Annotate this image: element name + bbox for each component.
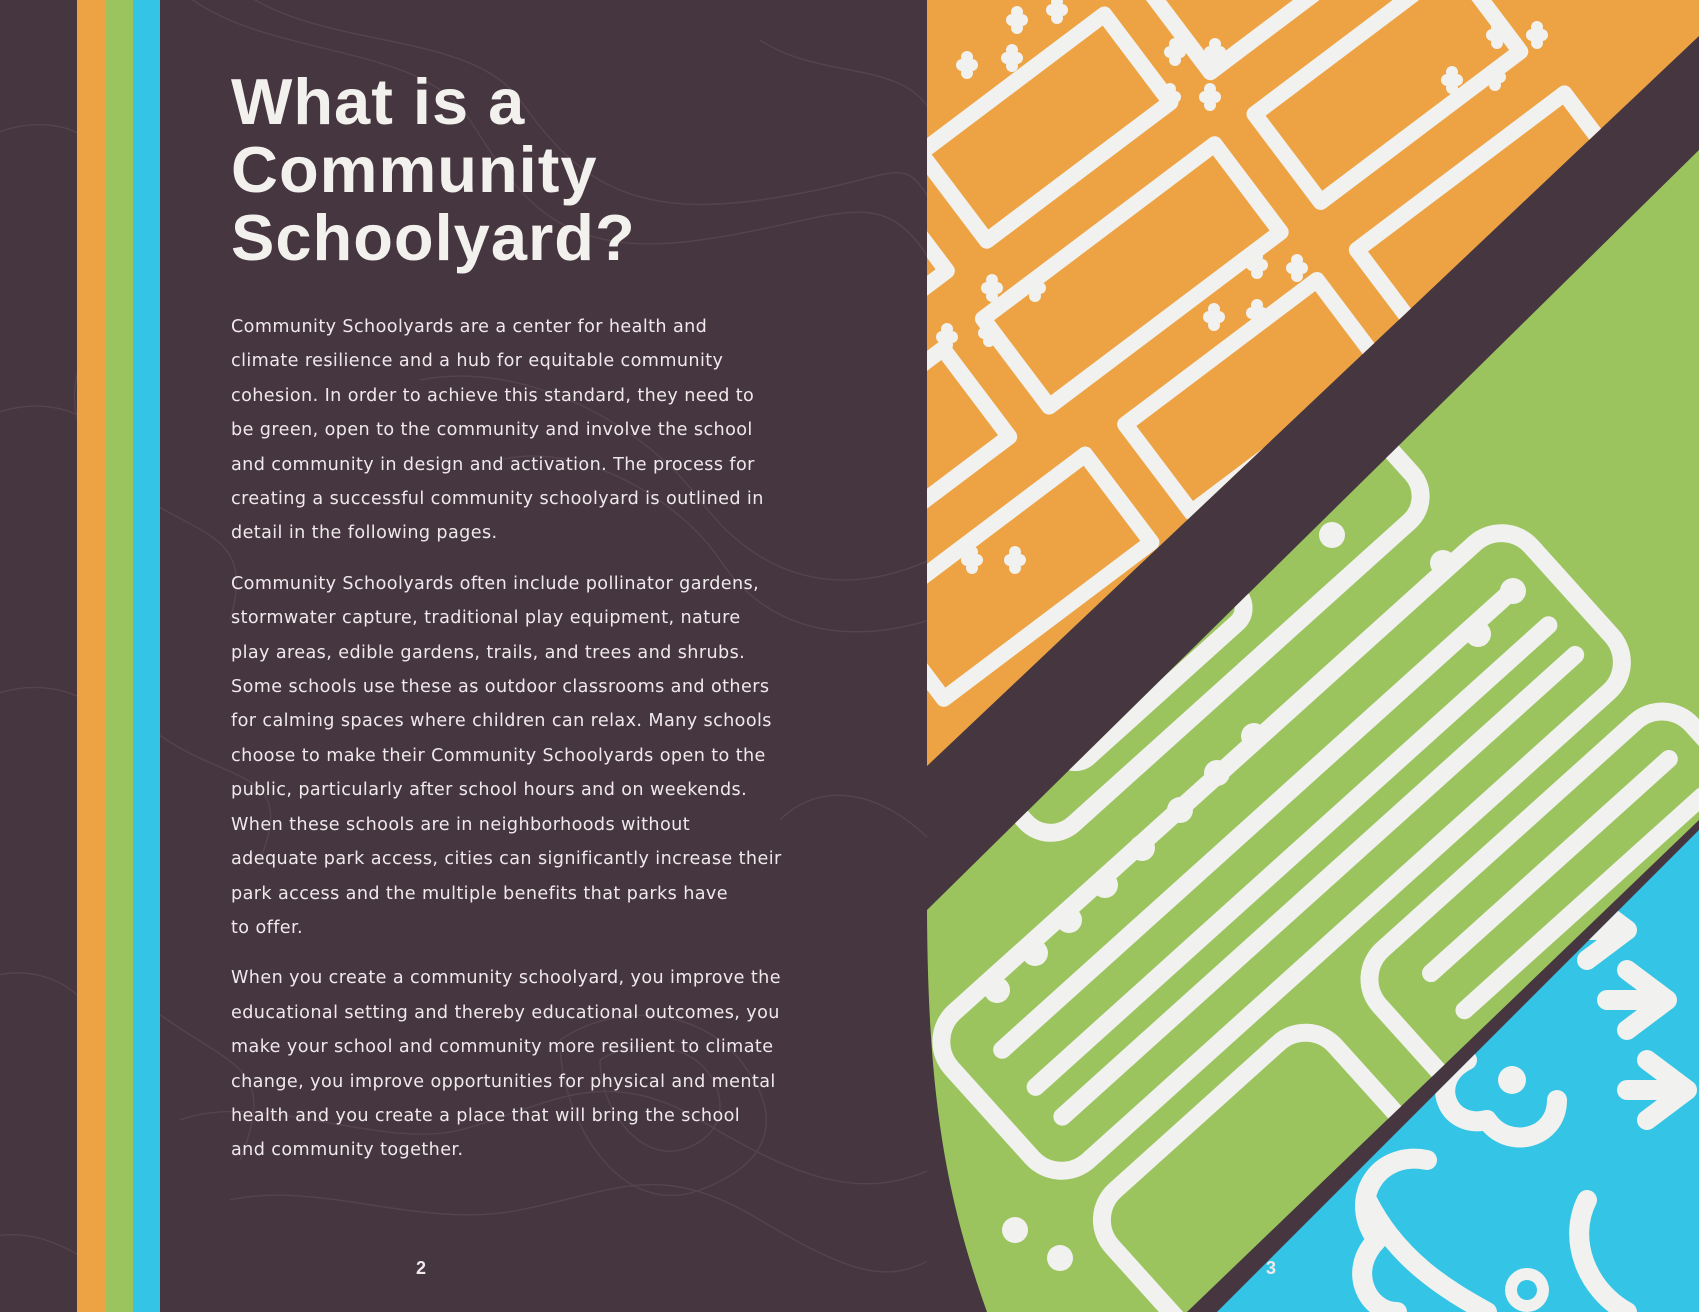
body-text [231,310,791,1184]
text-line: adequate park access, cities can significantly increase their [231,849,782,870]
title-line: Community [231,133,598,206]
text-line: creating a successful community schoolyard is outlined in [231,489,764,510]
text-line: Community Schoolyards often include pollinator gardens, [231,573,760,594]
green-stripe [105,0,133,1312]
text-line: public, particularly after school hours and on weekends. [231,780,748,801]
text-line: cohesion. In order to achieve this standard, they need to [231,385,755,406]
text-line: choose to make their Community Schoolyards open to the [231,745,766,766]
text-line: health and you create a place that will bring the school [231,1105,741,1126]
title-line: What is a [231,65,526,138]
paragraph-intro [231,310,791,551]
orange-stripe [77,0,105,1312]
text-line: be green, open to the community and involve the school [231,420,753,441]
text-line: educational setting and thereby educational outcomes, you [231,1002,780,1023]
paragraph-features [231,567,791,945]
text-line: make your school and community more resilient to climate [231,1037,774,1058]
text-line: for calming spaces where children can relax. Many schools [231,711,772,732]
text-line: Community Schoolyards are a center for health and [231,317,708,337]
text-line: When these schools are in neighborhoods without [231,814,690,835]
text-line: park access and the multiple benefits that parks have [231,883,728,904]
paragraph-benefits [231,961,791,1167]
text-line: change, you improve opportunities for physical and mental [231,1071,776,1092]
page-title [231,65,791,274]
text-line: and community in design and activation. The process for [231,454,755,475]
page-number-right: 3 [1266,1258,1277,1278]
text-line: When you create a community schoolyard, you improve the [231,968,781,989]
schoolyard-illustration [927,0,1699,1312]
text-line: climate resilience and a hub for equitable community [231,351,724,372]
text-line: and community together. [231,1140,464,1161]
page-number-left: 2 [416,1258,427,1278]
text-line: stormwater capture, traditional play equipment, nature [231,608,741,629]
text-line: to offer. [231,917,304,938]
text-line: play areas, edible gardens, trails, and trees and shrubs. [231,642,746,663]
title-line: Schoolyard? [231,201,636,274]
text-line: detail in the following pages. [231,523,498,544]
text-line: Some schools use these as outdoor classrooms and others [231,677,770,698]
blue-stripe [133,0,160,1312]
